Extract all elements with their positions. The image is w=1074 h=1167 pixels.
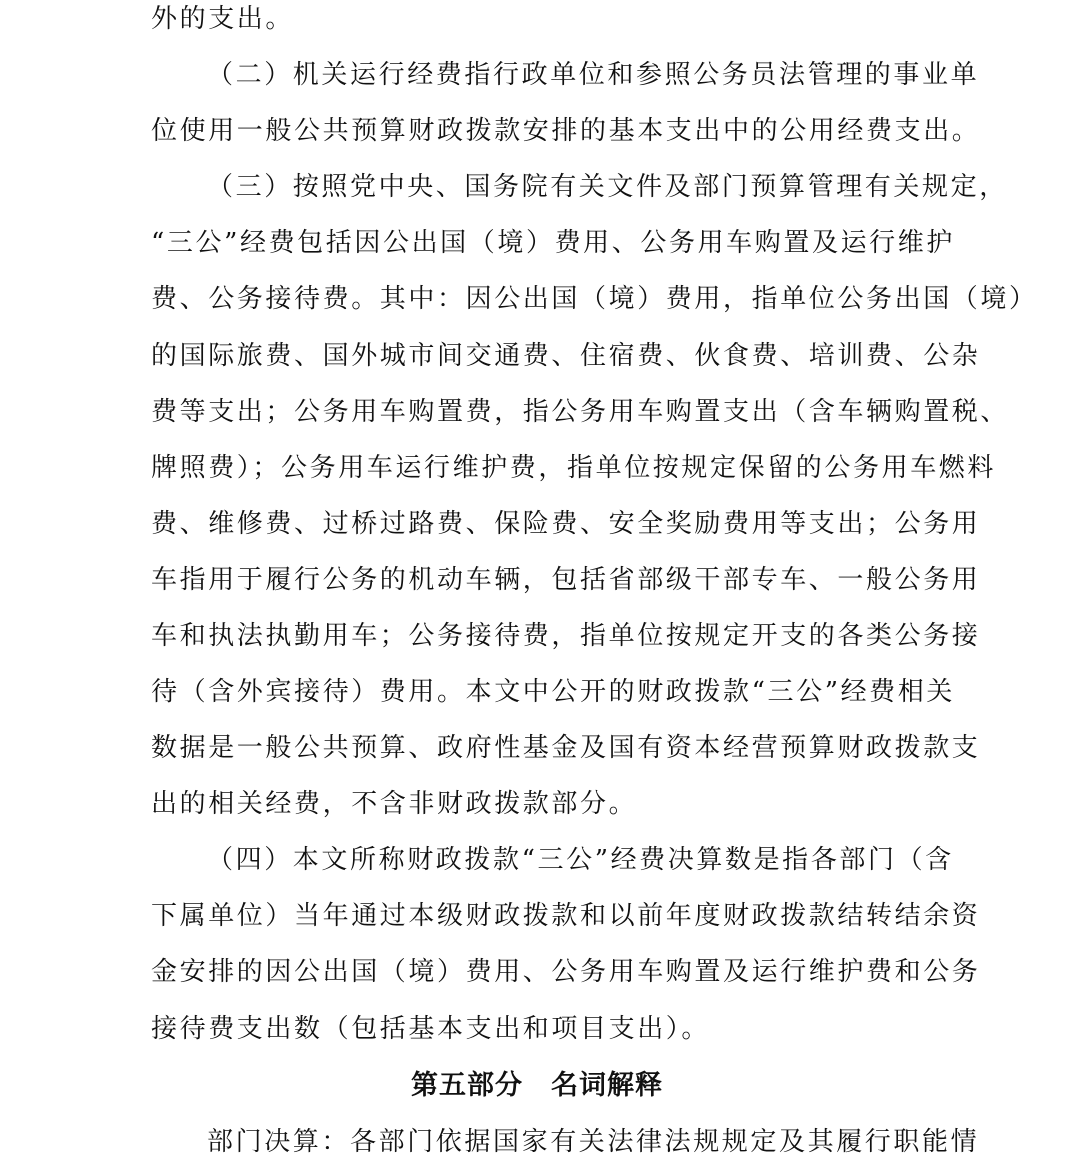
paragraph-line: 位使用一般公共预算财政拨款安排的基本支出中的公用经费支出。: [151, 116, 981, 146]
paragraph-line: （三）按照党中央、国务院有关文件及部门预算管理有关规定，: [207, 172, 1008, 202]
paragraph-line: 车指用于履行公务的机动车辆，包括省部级干部专车、一般公务用: [151, 565, 981, 595]
paragraph-line: 的国际旅费、国外城市间交通费、住宿费、伙食费、培训费、公杂: [151, 341, 981, 371]
section-heading: 第五部分 名词解释: [411, 1070, 663, 1101]
paragraph-line: 待（含外宾接待）费用。本文中公开的财政拨款“三公”经费相关: [151, 677, 955, 707]
paragraph-line: 车和执法执勤用车；公务接待费，指单位按规定开支的各类公务接: [151, 621, 981, 651]
paragraph-line: 费等支出；公务用车购置费，指公务用车购置支出（含车辆购置税、: [151, 397, 1010, 427]
paragraph-line: 数据是一般公共预算、政府性基金及国有资本经营预算财政拨款支: [151, 733, 981, 763]
paragraph-line: 部门决算：各部门依据国家有关法律法规规定及其履行职能情: [207, 1127, 980, 1157]
paragraph-line: 费、维修费、过桥过路费、保险费、安全奖励费用等支出；公务用: [151, 509, 981, 539]
paragraph-line: 接待费支出数（包括基本支出和项目支出）。: [151, 1014, 711, 1044]
paragraph-line: 出的相关经费，不含非财政拨款部分。: [151, 789, 638, 819]
paragraph-line: “三公”经费包括因公出国（境）费用、公务用车购置及运行维护: [151, 228, 955, 258]
paragraph-line: 外的支出。: [151, 4, 295, 34]
paragraph-line: 下属单位）当年通过本级财政拨款和以前年度财政拨款结转结余资: [151, 901, 981, 931]
paragraph-line: 金安排的因公出国（境）费用、公务用车购置及运行维护费和公务: [151, 957, 981, 987]
paragraph-line: （二）机关运行经费指行政单位和参照公务员法管理的事业单: [207, 60, 980, 90]
paragraph-line: 牌照费）；公务用车运行维护费，指单位按规定保留的公务用车燃料: [151, 453, 997, 483]
paragraph-line: 费、公务接待费。其中：因公出国（境）费用，指单位公务出国（境）: [151, 284, 1038, 314]
paragraph-line: （四）本文所称财政拨款“三公”经费决算数是指各部门（含: [207, 845, 954, 875]
